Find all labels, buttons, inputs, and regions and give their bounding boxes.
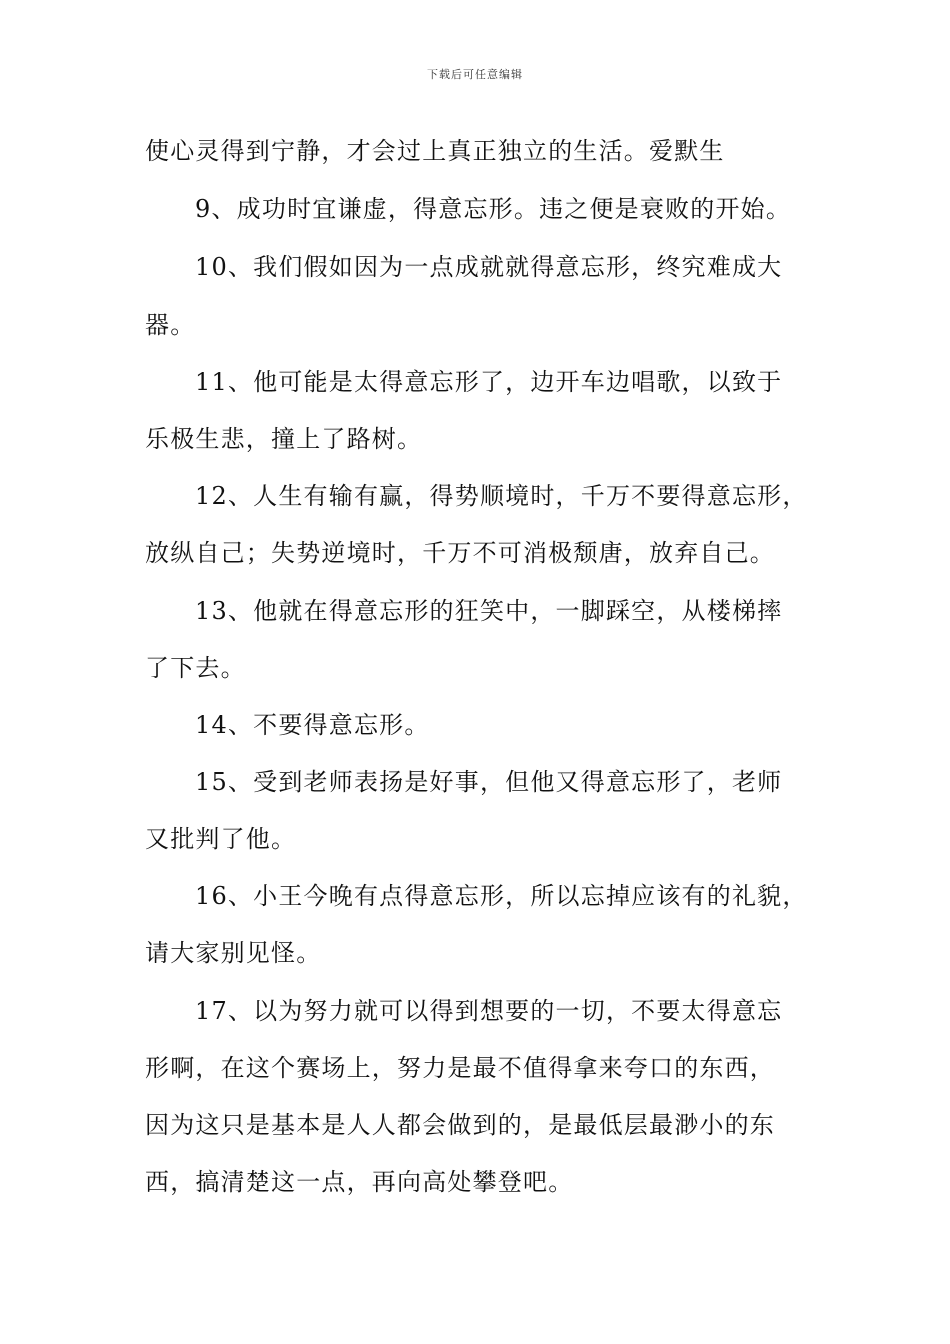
text-line: 放纵自己；失势逆境时，千万不可消极颓唐，放弃自己。: [145, 539, 775, 567]
text-line: 9、成功时宜谦虚，得意忘形。违之便是衰败的开始。: [195, 195, 792, 223]
text-line: 器。: [145, 311, 196, 339]
text-line: 13、他就在得意忘形的狂笑中，一脚踩空，从楼梯摔: [195, 597, 783, 625]
text-line: 请大家别见怪。: [145, 939, 322, 967]
text-line: 16、小王今晚有点得意忘形，所以忘掉应该有的礼貌，: [195, 882, 808, 910]
text-line: 11、他可能是太得意忘形了，边开车边唱歌，以致于: [195, 368, 783, 396]
text-line: 14、不要得意忘形。: [195, 711, 430, 739]
text-line: 西，搞清楚这一点，再向高处攀登吧。: [145, 1168, 574, 1196]
text-line: 因为这只是基本是人人都会做到的，是最低层最渺小的东: [145, 1111, 775, 1139]
text-line: 17、以为努力就可以得到想要的一切，不要太得意忘: [195, 997, 783, 1025]
text-line: 10、我们假如因为一点成就就得意忘形，终究难成大: [195, 253, 783, 281]
text-line: 使心灵得到宁静，才会过上真正独立的生活。爱默生: [145, 137, 725, 165]
text-line: 15、受到老师表扬是好事，但他又得意忘形了，老师: [195, 768, 783, 796]
text-line: 形啊，在这个赛场上，努力是最不值得拿来夸口的东西，: [145, 1054, 775, 1082]
page-header: 下载后可任意编辑: [427, 68, 523, 81]
text-line: 12、人生有输有赢，得势顺境时，千万不要得意忘形，: [195, 482, 808, 510]
text-line: 了下去。: [145, 654, 246, 682]
text-line: 乐极生悲，撞上了路树。: [145, 425, 423, 453]
text-line: 又批判了他。: [145, 825, 297, 853]
